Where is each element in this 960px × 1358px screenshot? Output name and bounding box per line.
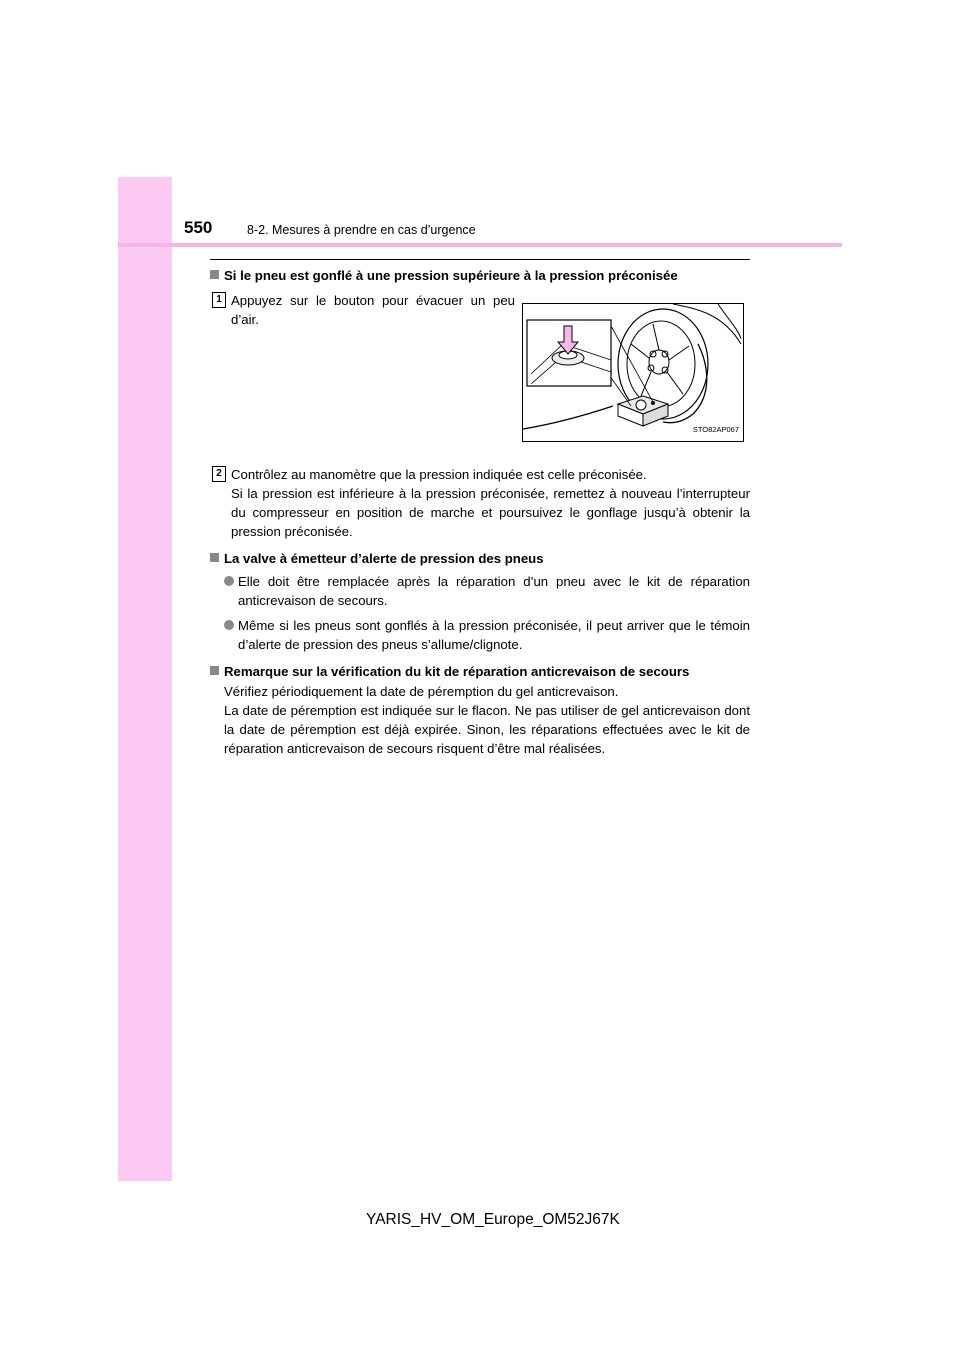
step-2 [210, 465, 750, 541]
step-2-text: Contrôlez au manomètre que la pression indiquée est celle préconisée. Si la pression est inférieure à la pression préconisée, remettez à nouveau l’interrupteur du compresseur en position de marche et poursuivez le gonflage jusqu’à obtenir la pression préconisée. [231, 467, 750, 539]
footer-doc-id: YARIS_HV_OM_Europe_OM52J67K [366, 1211, 620, 1228]
step-1 [210, 291, 750, 441]
bullet-text: Elle doit être remplacée après la réparation d’un pneu avec le kit de réparation anticrevaison de secours. [238, 574, 750, 608]
section-rule [210, 259, 750, 260]
round-bullet-icon [224, 576, 234, 586]
heading-text: La valve à émetteur d’alerte de pression des pneus [224, 551, 544, 566]
bullet-text: Même si les pneus sont gonflés à la pression préconisée, il peut arriver que le témoin d’alerte de pression des pneus s’allume/clignote. [238, 618, 750, 652]
figure-code: STO82AP067 [692, 425, 739, 434]
bullet-item [210, 572, 750, 610]
header-band [118, 243, 842, 247]
compressor-illustration [522, 303, 744, 442]
square-bullet-icon [210, 270, 219, 279]
bullet-item [210, 616, 750, 654]
step-number-icon: 1 [212, 292, 226, 308]
kit-check-paragraph: Vérifiez périodiquement la date de péremption du gel anticrevaison. La date de péremption est indiquée sur le flacon. Ne pas utiliser de gel anticrevaison dont la date de péremption est déjà expirée. Sinon, les réparations effectuées avec le kit de réparation anticrevaison de secours risquent d’être mal réalisées. [224, 684, 750, 756]
heading-overinflated [210, 266, 750, 285]
square-bullet-icon [210, 553, 219, 562]
square-bullet-icon [210, 666, 219, 675]
page-number: 550 [184, 218, 213, 237]
section-title: 8-2. Mesures à prendre en cas d’urgence [247, 223, 476, 237]
step-1-text: Appuyez sur le bouton pour évacuer un peu d’air. [231, 293, 515, 327]
heading-kit-check [210, 662, 750, 681]
side-band [118, 177, 172, 1181]
heading-valve [210, 549, 750, 568]
round-bullet-icon [224, 620, 234, 630]
content [210, 266, 750, 758]
step-number-icon: 2 [212, 466, 226, 482]
heading-text: Si le pneu est gonflé à une pression supérieure à la pression préconisée [224, 268, 678, 283]
heading-text: Remarque sur la vérification du kit de réparation anticrevaison de secours [224, 664, 690, 679]
